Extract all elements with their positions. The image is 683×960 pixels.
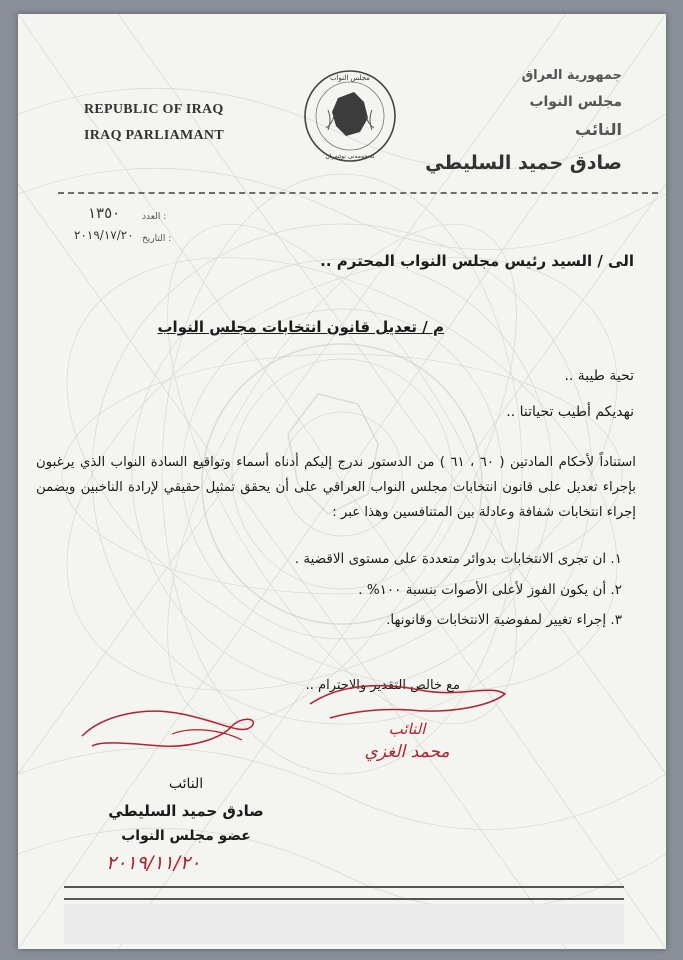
footer-divider: [64, 886, 624, 888]
footer-divider: [64, 898, 624, 900]
closing-line: مع خالص التقدير والاحترام ..: [305, 678, 460, 693]
letterhead-member-name: صادق حميد السليطي: [425, 152, 622, 174]
seal-top-text: مجلس النواب: [329, 74, 371, 82]
greeting-line-2: نهديكم أطيب تحياتنا ..: [506, 404, 634, 420]
signatory-name: صادق حميد السليطي: [108, 802, 264, 820]
reference-date-value: ٢٠١٩/١٧/٢٠: [74, 228, 134, 242]
letter-body: استناداً لأحكام المادتين ( ٦٠ ، ٦١ ) من الدستور ندرج إليكم أدناه أسماء وتواقيع السادة النواب الذي يرغبون بإجراء تعديل على قانون انتخابات مجلس النواب العراقي على أن يحقق تمثيل حقيقي لإرادة الناخبين ويضمن إجراء انتخابات شفافة وعادلة بين المتنافسين وهذا عبر :: [36, 455, 636, 520]
reference-date-label: التاريخ :: [142, 234, 172, 244]
letterhead-institution-ar: مجلس النواب: [529, 94, 622, 110]
letterhead-institution-en: IRAQ PARLIAMANT: [84, 128, 224, 143]
greeting-line: تحية طيبة ..: [564, 368, 634, 384]
footer-band: [64, 904, 624, 944]
reference-number-label: العدد :: [142, 212, 167, 222]
seal-bottom-text: ئەنجومەنی نوێنەران: [325, 153, 375, 160]
letterhead-country-en: REPUBLIC OF IRAQ: [84, 102, 224, 117]
parliament-seal-icon: [302, 68, 398, 164]
document-page: [18, 14, 666, 949]
list-item: ٢. أن يكون الفوز لأعلى الأصوات بنسبة ١٠٠% .: [358, 582, 622, 598]
second-signature-title: النائب: [388, 720, 426, 738]
letterhead-title-ar: النائب: [575, 120, 622, 139]
handwritten-date: ٢٠١٩/١١/٢٠: [106, 852, 201, 874]
list-item: ١. ان تجرى الانتخابات بدوائر متعددة على مستوى الاقضية .: [294, 551, 622, 567]
signature-left: [72, 696, 272, 756]
letterhead-country-ar: جمهورية العراق: [521, 68, 622, 83]
signatory-role: عضو مجلس النواب: [121, 828, 251, 844]
second-signature: [332, 720, 482, 762]
signature-right: [300, 674, 520, 724]
signatory-rank: النائب: [168, 776, 204, 792]
subject-line: م / تعديل قانون انتخابات مجلس النواب: [157, 318, 444, 336]
reference-number-value: ١٣٥٠: [88, 204, 121, 222]
second-signature-name: محمد الغزي: [364, 742, 450, 762]
addressee: الى / السيد رئيس مجلس النواب المحترم ..: [320, 252, 634, 270]
list-item: ٣. إجراء تغيير لمفوضية الانتخابات وقانونها.: [386, 612, 622, 628]
header-divider: [58, 192, 658, 195]
